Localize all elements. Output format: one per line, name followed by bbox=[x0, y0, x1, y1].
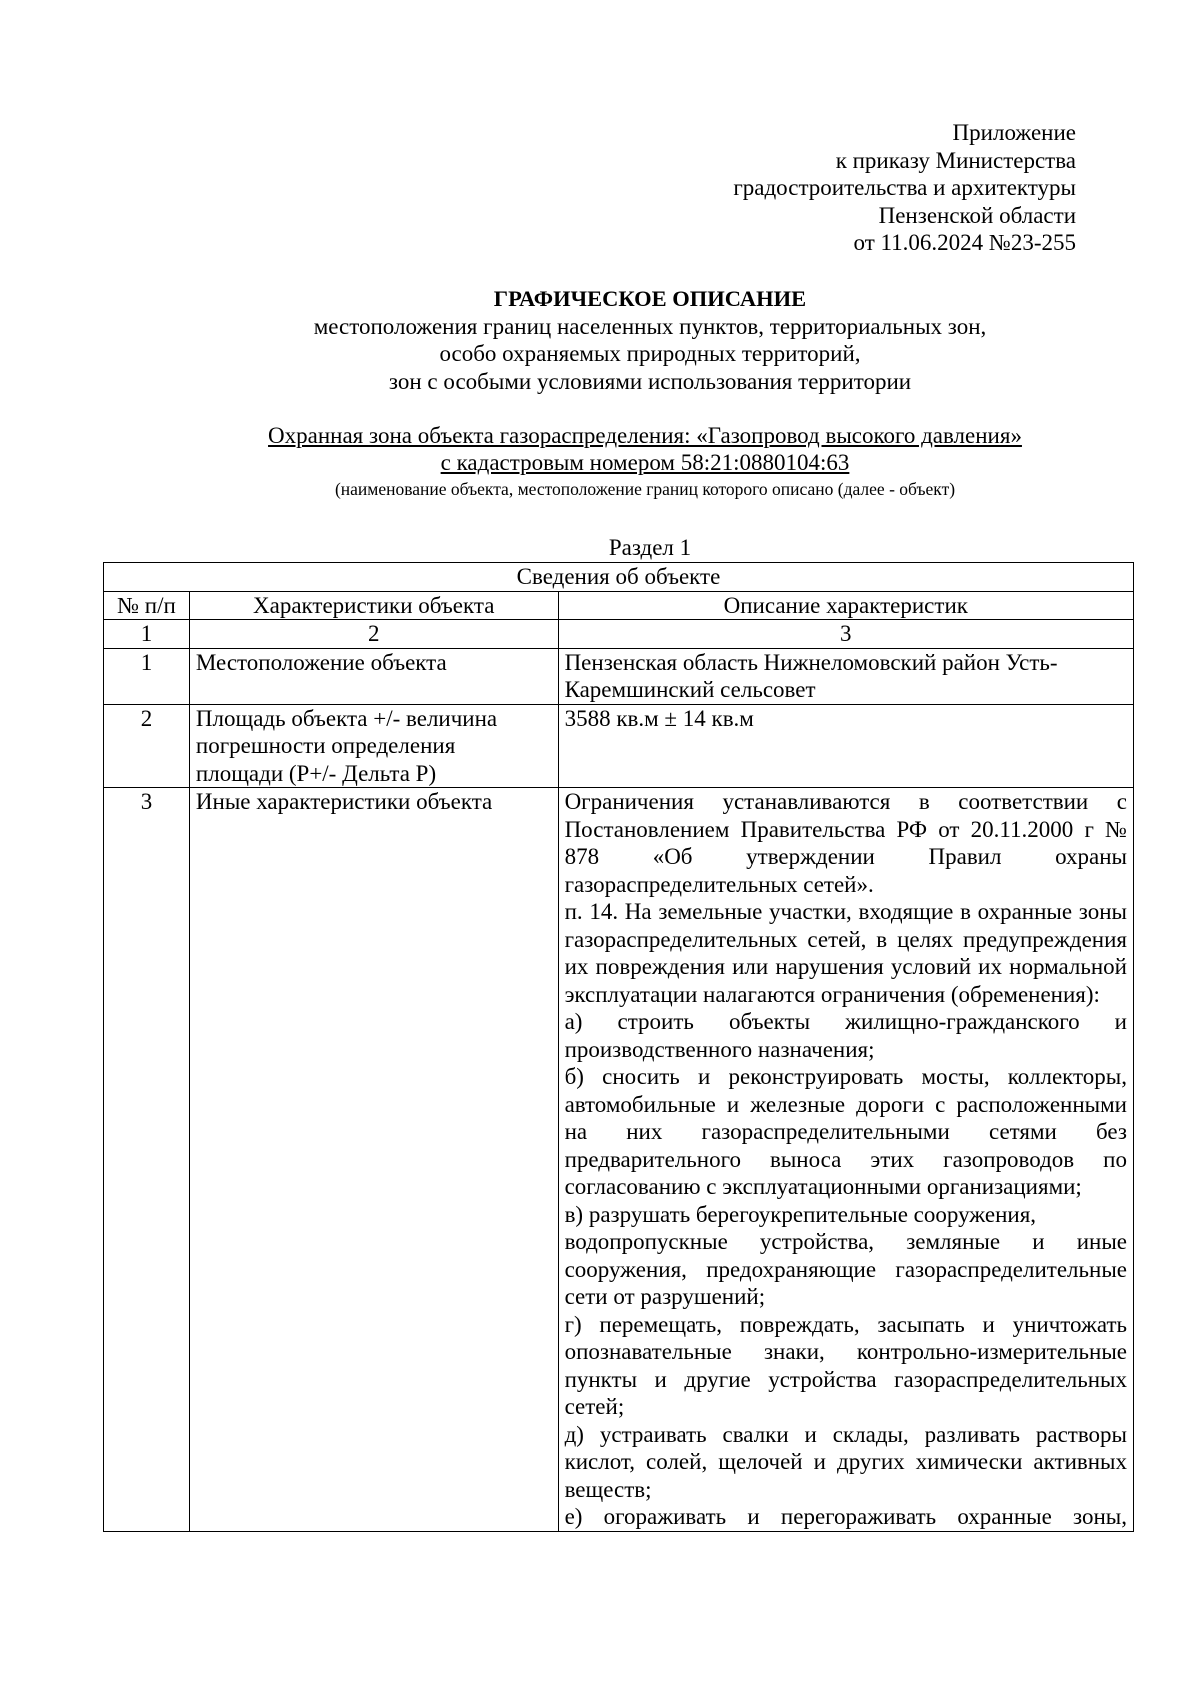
restriction-paragraph: в) разрушать берегоукрепительные сооружения, bbox=[564, 1201, 1037, 1227]
header-characteristic: Характеристики объекта bbox=[189, 591, 558, 620]
appendix-line: Приложение bbox=[952, 120, 1076, 145]
row-num: 1 bbox=[104, 648, 190, 704]
table-col-number-row bbox=[104, 620, 1134, 649]
restriction-paragraph: водопропускные устройства, земляные и иные сооружения, предохраняющие газораспределительные сети от разрушений; bbox=[564, 1229, 1127, 1309]
restriction-paragraph: п. 14. На земельные участки, входящие в охранные зоны газораспределительных сетей, в целях предупреждения их повреждения или нарушения условий их нормальной эксплуатации налагаются ограничения (обременения): bbox=[564, 899, 1127, 1007]
object-cadastral-line: с кадастровым номером 58:21:0880104:63 bbox=[440, 450, 850, 475]
row-characteristic: Площадь объекта +/- величина погрешности определения площади (Р+/- Дельта Р) bbox=[189, 704, 558, 788]
title-subline: особо охраняемых природных территорий, bbox=[439, 341, 861, 366]
header-description: Описание характеристик bbox=[558, 591, 1133, 620]
title-subline: местоположения границ населенных пунктов, территориальных зон, bbox=[313, 313, 987, 339]
row-description: 3588 кв.м ± 14 кв.м bbox=[558, 704, 1133, 788]
row-num: 2 bbox=[104, 704, 190, 788]
table-row bbox=[104, 648, 1134, 704]
appendix-line: Пензенской области bbox=[878, 202, 1076, 228]
restriction-paragraph: е) огораживать и перегораживать охранные зоны, bbox=[564, 1504, 1127, 1529]
row-characteristic: Иные характеристики объекта bbox=[189, 788, 558, 1532]
table-header-row bbox=[104, 591, 1134, 620]
appendix-line: от 11.06.2024 №23-255 bbox=[853, 230, 1076, 255]
table-caption: Сведения об объекте bbox=[104, 563, 1134, 592]
row-characteristic: Местоположение объекта bbox=[189, 648, 558, 704]
appendix-line: к приказу Министерства bbox=[835, 147, 1076, 173]
document-title: ГРАФИЧЕСКОЕ ОПИСАНИЕ bbox=[493, 286, 807, 311]
title-subline: зон с особыми условиями использования территории bbox=[388, 368, 912, 394]
table-caption-row bbox=[104, 563, 1134, 592]
table-row bbox=[104, 788, 1134, 1532]
header-num: № п/п bbox=[104, 591, 190, 620]
appendix-line: градостроительства и архитектуры bbox=[733, 175, 1076, 200]
section-label: Раздел 1 bbox=[608, 535, 692, 560]
restriction-paragraph: д) устраивать свалки и склады, разливать растворы кислот, солей, щелочей и других химически активных веществ; bbox=[564, 1421, 1127, 1502]
object-info-table bbox=[103, 562, 1134, 1532]
restriction-paragraph: Ограничения устанавливаются в соответствии с Постановлением Правительства РФ от 20.11.2000 г № 878 «Об утверждении Правил охраны газораспределительных сетей». bbox=[564, 789, 1127, 897]
table-row bbox=[104, 704, 1134, 788]
restriction-paragraph: б) сносить и реконструировать мосты, коллекторы, автомобильные и железные дороги с расположенными на них газораспределительными сетями без предварительного выноса этих газопроводов по согласованию с эксплуатационными организациями; bbox=[564, 1064, 1127, 1199]
col-number: 3 bbox=[558, 620, 1133, 649]
col-number: 1 bbox=[104, 620, 190, 649]
restriction-paragraph: г) перемещать, повреждать, засыпать и уничтожать опознавательные знаки, контрольно-измерительные пункты и другие устройства газораспределительных сетей; bbox=[564, 1311, 1127, 1419]
row-description bbox=[558, 788, 1133, 1532]
document-title-block bbox=[0, 285, 1200, 395]
object-name-line: Охранная зона объекта газораспределения: «Газопровод высокого давления» bbox=[268, 423, 1022, 448]
col-number: 2 bbox=[189, 620, 558, 649]
row-num: 3 bbox=[104, 788, 190, 1532]
object-name-block bbox=[230, 422, 1060, 500]
object-note: (наименование объекта, местоположение границ которого описано (далее - объект) bbox=[334, 479, 956, 499]
appendix-header bbox=[733, 119, 1076, 257]
restriction-paragraph: а) строить объекты жилищно-гражданского и производственного назначения; bbox=[564, 1009, 1127, 1062]
row-description: Пензенская область Нижнеломовский район Усть-Каремшинский сельсовет bbox=[558, 648, 1133, 704]
